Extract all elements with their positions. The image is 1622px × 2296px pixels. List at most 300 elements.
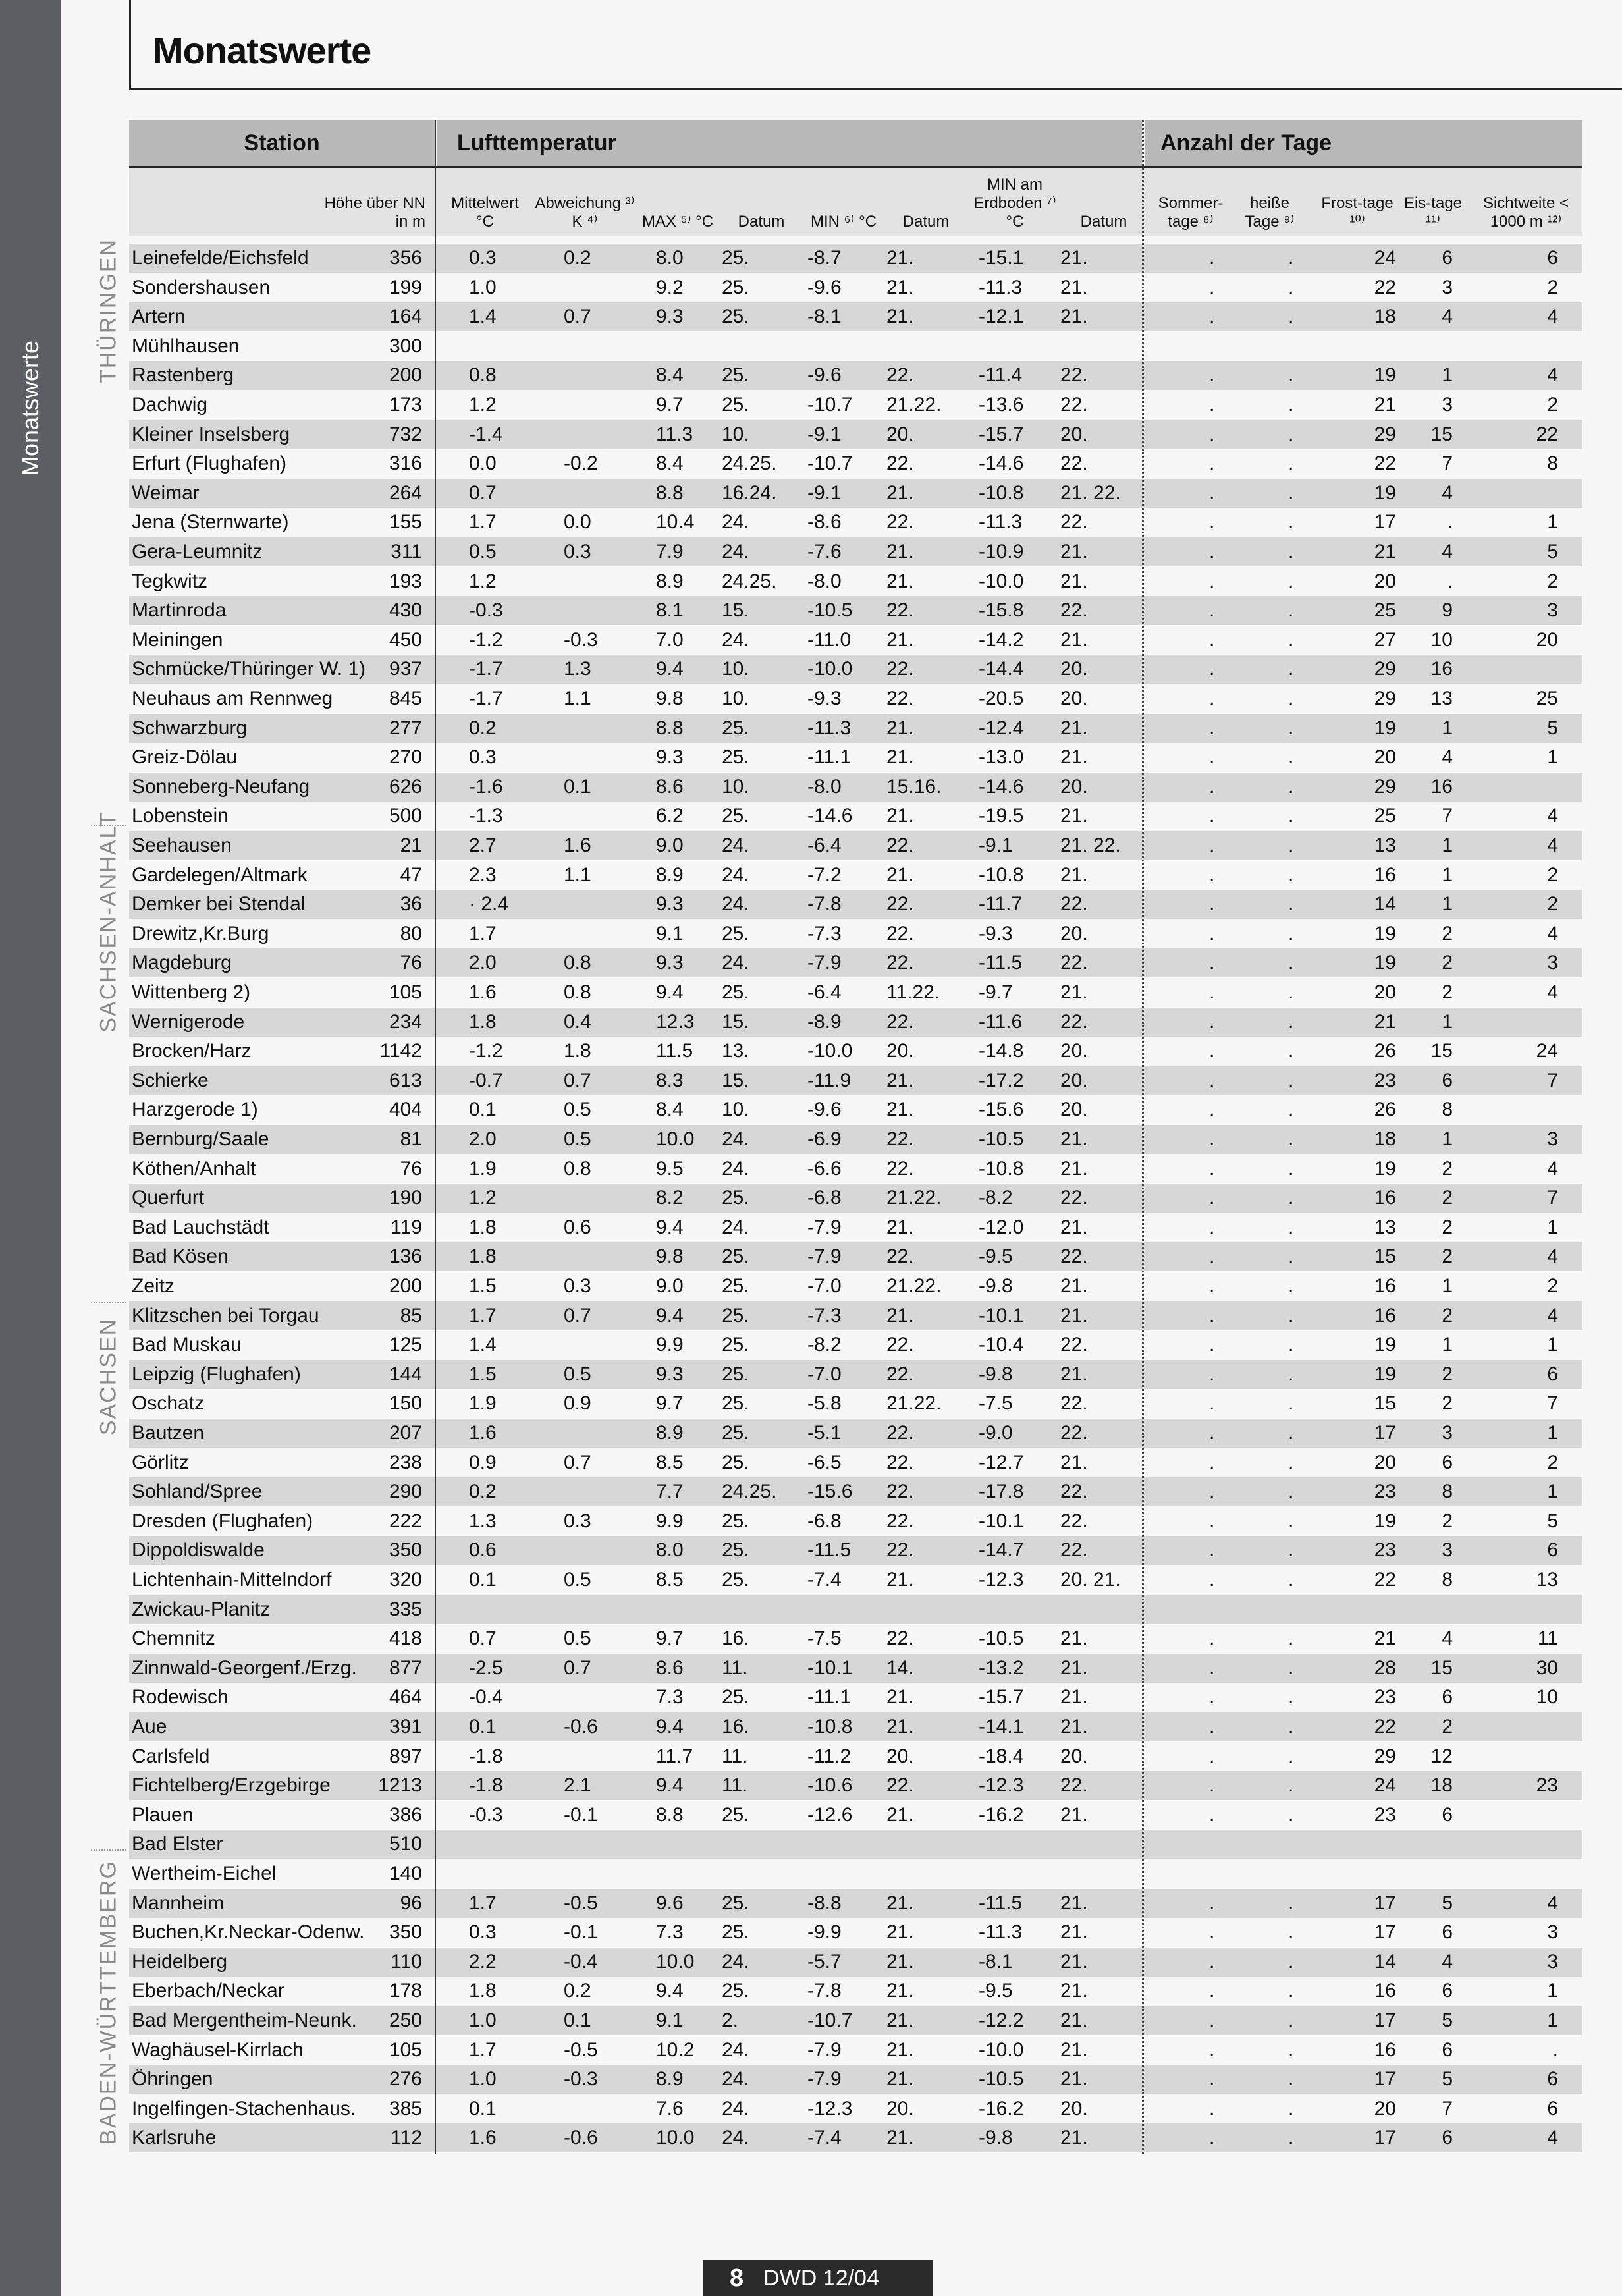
cell-eistage: 18 [1430,1774,1453,1797]
divider-station [435,120,436,2154]
cell-sichtweite: 3 [1547,1950,1558,1973]
table-row [129,567,1582,596]
cell-frosttage: 18 [1374,306,1396,328]
cell-min: -9.9 [807,1921,842,1944]
cell-datum-max: 25. [722,1569,749,1591]
cell-min: -11.5 [807,1539,852,1562]
cell-max: 7.9 [656,541,684,562]
cell-frosttage: 26 [1374,1040,1396,1062]
cell-frosttage: 17 [1374,1921,1396,1944]
cell-max: 8.1 [656,599,684,622]
cell-station-name: Bad Kösen [132,1245,229,1268]
cell-sommertage [1209,1830,1222,1859]
cell-max: 8.9 [656,570,684,592]
cell-min: -5.7 [807,1950,842,1973]
cell-abweichung: 0.2 [564,1980,591,2002]
cell-max: 7.0 [656,628,684,651]
cell-sommertage [1209,1859,1222,1888]
cell-hoehe: 356 [389,247,422,269]
cell-eistage: 1 [1442,1128,1453,1150]
cell-heisse-tage: . [1288,452,1294,475]
cell-datum-min [886,1595,959,1624]
cell-mittelwert: 0.5 [469,541,497,562]
cell-sichtweite [1519,332,1558,361]
cell-sichtweite [1519,1742,1558,1771]
cell-station-name: Querfurt [132,1187,205,1209]
cell-abweichung [564,1742,623,1771]
cell-mittelwert: -1.7 [469,688,503,709]
cell-hoehe: 350 [389,1921,422,1944]
cell-datum-min: 21. [886,2038,914,2061]
cell-abweichung: 0.3 [564,541,591,562]
cell-mittelwert: 0.0 [469,452,497,475]
cell-station-name: Brocken/Harz [132,1040,252,1062]
cell-max: 10.0 [656,2127,695,2149]
cell-heisse-tage: . [1288,1745,1294,1767]
cell-max: 9.1 [656,2009,684,2031]
cell-min: -10.0 [807,658,853,680]
cell-hoehe: 897 [389,1745,422,1767]
cell-sommertage: . [1209,1481,1215,1503]
cell-mittelwert: · 2.4 [469,893,509,916]
cell-datum-max: 24. [722,2127,749,2149]
cell-abweichung: 1.1 [564,688,591,709]
cell-min-erdboden: -9.7 [979,981,1013,1003]
cell-datum-erd: 21. [1060,1216,1088,1238]
cell-sommertage: . [1209,1716,1215,1737]
cell-hoehe: 300 [389,335,422,357]
cell-max: 9.4 [656,1980,684,2002]
cell-sichtweite [1519,479,1558,508]
cell-datum-min: 22. [886,1774,914,1797]
header-station [129,120,435,166]
cell-eistage: 16 [1430,658,1453,680]
cell-datum-min: 21. [886,1569,914,1591]
cell-max: 7.3 [656,1921,684,1944]
cell-station-name: Zeitz [132,1275,175,1297]
cell-datum-erd: 21. [1060,1627,1088,1650]
cell-datum-max: 11. [722,1745,748,1767]
cell-sommertage: . [1209,863,1215,886]
cell-heisse-tage: . [1288,364,1294,387]
cell-abweichung [564,1536,623,1565]
cell-datum-erd: 20. [1060,658,1088,680]
cell-datum-max: 15. [722,1010,749,1033]
cell-min [807,1859,880,1888]
cell-mittelwert: 0.1 [469,2097,497,2119]
table-row [129,1771,1582,1800]
table-row [129,1037,1582,1066]
cell-hoehe: 626 [389,775,422,798]
cell-datum-max: 16.24. [722,481,777,504]
cell-sichtweite: 4 [1547,834,1558,856]
cell-heisse-tage: . [1288,1510,1294,1532]
table-row [129,1859,1582,1888]
cell-eistage: 2 [1442,1187,1453,1209]
cell-heisse-tage: . [1288,805,1294,827]
cell-datum-max: 10. [722,775,749,798]
region-label-thueringen: THÜRINGEN [95,238,121,384]
cell-datum-max [722,332,801,361]
table-row [129,1830,1582,1859]
cell-max [656,1859,709,1888]
cell-hoehe: 845 [389,688,422,709]
cell-datum-max: 25. [722,1245,749,1268]
cell-max: 11.7 [656,1745,693,1767]
cell-station-name: Martinroda [132,599,227,622]
cell-max: 9.3 [656,952,684,974]
lufttemperatur-header-label: Lufttemperatur [457,130,616,155]
table-row [129,1448,1582,1477]
table-row [129,1242,1582,1271]
cell-sichtweite: 2 [1547,893,1558,916]
cell-min-erdboden: -10.1 [979,1510,1024,1532]
cell-min-erdboden: -10.0 [979,570,1024,592]
cell-datum-max: 25. [722,247,749,269]
cell-station-name: Drewitz,Kr.Burg [132,922,269,944]
cell-mittelwert [469,1595,528,1624]
cell-datum-erd: 20. 21. [1060,1569,1121,1591]
cell-sichtweite: 1 [1547,1980,1558,2002]
cell-mittelwert: -1.6 [469,775,503,798]
cell-eistage: 2 [1442,1245,1453,1268]
cell-mittelwert: 1.8 [469,1245,497,1268]
cell-heisse-tage: . [1288,1069,1294,1091]
cell-mittelwert: 0.3 [469,247,497,269]
cell-datum-max: 11. [722,1656,748,1679]
station-header-label: Station [244,130,320,155]
cell-sommertage: . [1209,922,1215,944]
cell-eistage: 1 [1442,893,1453,916]
cell-min-erdboden: -14.8 [979,1040,1024,1062]
cell-datum-erd: 20. [1060,1069,1088,1091]
cell-max: 9.3 [656,746,684,769]
cell-min: -14.6 [807,805,853,827]
cell-min-erdboden: -12.4 [979,717,1024,739]
cell-sichtweite [1519,1801,1558,1830]
cell-datum-max: 25. [722,1422,749,1444]
cell-min: -10.8 [807,1716,853,1737]
cell-station-name: Waghäusel-Kirrlach [132,2038,304,2061]
cell-heisse-tage: . [1288,306,1294,328]
cell-abweichung: -0.1 [564,1803,598,1826]
cell-datum-min: 21. [886,481,914,504]
cell-max: 9.7 [656,1627,684,1650]
cell-datum-max: 24. [722,893,749,916]
cell-datum-min: 21. [886,805,914,827]
table-row [129,1419,1582,1448]
cell-sichtweite: 2 [1547,1275,1558,1297]
table-row [129,1889,1582,1918]
cell-datum-min: 21. [886,2009,914,2031]
cell-datum-erd: 22. [1060,1187,1088,1209]
cell-mittelwert: 0.1 [469,1716,497,1737]
cell-heisse-tage: . [1288,1627,1294,1650]
cell-frosttage: 23 [1374,1686,1396,1708]
cell-max: 9.8 [656,688,684,709]
cell-sommertage: . [1209,1128,1215,1150]
cell-hoehe: 119 [391,1216,422,1238]
cell-max: 9.4 [656,658,684,680]
cell-sommertage: . [1209,805,1215,827]
cell-station-name: Karlsruhe [132,2127,217,2149]
cell-sommertage: . [1209,1950,1215,1973]
cell-station-name: Leipzig (Flughafen) [132,1363,301,1385]
cell-datum-erd: 20. [1060,922,1088,944]
cell-sommertage: . [1209,1980,1215,2002]
cell-min: -10.1 [807,1656,853,1679]
cell-max: 8.9 [656,1422,684,1444]
cell-max: 8.4 [656,452,684,475]
cell-mittelwert [469,332,528,361]
cell-min: -8.2 [807,1334,842,1356]
cell-heisse-tage: . [1288,1980,1294,2002]
table-row [129,684,1582,713]
cell-mittelwert: 2.3 [469,863,497,886]
cell-datum-max: 24.25. [722,452,777,475]
table-row [129,1155,1582,1184]
cell-datum-erd: 21. [1060,541,1088,562]
cell-min: -9.6 [807,1099,842,1121]
cell-datum-max: 10. [722,688,749,709]
cell-min-erdboden: -9.8 [979,1275,1013,1297]
cell-sichtweite [1519,1712,1558,1741]
cell-station-name: Harzgerode 1) [132,1099,258,1121]
cell-heisse-tage: . [1288,1128,1294,1150]
region-label-sachsen: SACHSEN [95,1317,121,1436]
cell-mittelwert: 1.2 [469,1187,497,1209]
cell-mittelwert: 1.8 [469,1980,497,2002]
col-sommertage: Sommer-tage ⁸⁾ [1158,194,1224,231]
cell-min-erdboden: -15.7 [979,423,1024,445]
cell-min: -11.0 [807,628,852,651]
cell-heisse-tage: . [1288,1950,1294,1973]
cell-station-name: Rodewisch [132,1686,229,1708]
cell-datum-max: 25. [722,746,749,769]
cell-abweichung: 0.7 [564,1069,591,1091]
cell-abweichung: 0.8 [564,1157,591,1180]
cell-station-name: Jena (Sternwarte) [132,511,289,533]
cell-datum-min: 22. [886,1510,914,1532]
cell-heisse-tage: . [1288,2038,1294,2061]
cell-min-erdboden: -14.6 [979,452,1024,475]
cell-frosttage: 22 [1374,452,1396,475]
cell-max: 9.3 [656,306,684,328]
cell-min-erdboden [979,1830,1051,1859]
cell-frosttage: 19 [1374,1334,1396,1356]
cell-abweichung: 1.6 [564,834,591,856]
cell-station-name: Bad Lauchstädt [132,1216,269,1238]
cell-hoehe: 200 [389,364,422,387]
table-row [129,1742,1582,1771]
cell-datum-erd: 22. [1060,1774,1088,1797]
cell-sichtweite [1519,1595,1558,1624]
cell-abweichung: 0.7 [564,1451,591,1473]
cell-min: -8.8 [807,1892,842,1914]
table-row [129,1125,1582,1154]
cell-station-name: Buchen,Kr.Neckar-Odenw. [132,1921,365,1944]
cell-datum-max: 25. [722,1334,749,1356]
table-row [129,2123,1582,2152]
cell-mittelwert: 1.9 [469,1157,497,1180]
cell-hoehe: 76 [400,1157,422,1180]
table-row [129,1095,1582,1124]
header-anzahl [1145,120,1582,166]
cell-sichtweite [1519,1830,1558,1859]
table-row [129,479,1582,508]
cell-eistage: 3 [1442,1539,1453,1562]
cell-frosttage: 22 [1374,1569,1396,1591]
cell-eistage: 3 [1442,276,1453,298]
cell-hoehe: 36 [400,893,422,916]
cell-heisse-tage: . [1288,628,1294,651]
table-row [129,831,1582,860]
cell-frosttage: 20 [1374,2097,1396,2119]
cell-abweichung: 0.9 [564,1392,591,1415]
cell-mittelwert: -1.8 [469,1745,503,1767]
cell-abweichung [564,2094,623,2123]
cell-frosttage: 21 [1374,541,1396,562]
cell-min: -7.4 [807,1569,842,1591]
cell-hoehe: 193 [389,570,422,592]
table-row [129,1389,1582,1418]
cell-datum-max: 24. [722,1216,749,1238]
cell-station-name: Klitzschen bei Torgau [132,1304,319,1326]
cell-hoehe: 613 [389,1069,422,1091]
cell-heisse-tage [1288,332,1301,361]
cell-min-erdboden: -8.1 [979,1950,1013,1973]
cell-min-erdboden: -15.7 [979,1686,1024,1708]
cell-hoehe: 199 [389,276,422,298]
cell-abweichung: -0.6 [564,2127,598,2149]
cell-heisse-tage: . [1288,423,1294,445]
cell-station-name: Neuhaus am Rennweg [132,688,333,709]
cell-station-name: Demker bei Stendal [132,893,306,916]
cell-abweichung: 0.8 [564,952,591,974]
col-heisse-tage: heiße Tage ⁹⁾ [1245,194,1295,231]
cell-min-erdboden: -10.8 [979,863,1024,886]
cell-sommertage: . [1209,1745,1215,1767]
cell-heisse-tage: . [1288,1803,1294,1826]
cell-datum-max [722,1595,801,1624]
cell-eistage: 8 [1442,1569,1453,1591]
cell-datum-min: 21.22. [886,1392,942,1415]
cell-eistage: 6 [1442,2127,1453,2149]
cell-frosttage: 16 [1374,1980,1396,2002]
cell-datum-max [722,1830,801,1859]
cell-station-name: Plauen [132,1803,194,1826]
cell-station-name: Oschatz [132,1392,205,1415]
cell-station-name: Leinefelde/Eichsfeld [132,247,309,269]
cell-hoehe: 222 [389,1510,422,1532]
cell-hoehe: 1213 [378,1774,422,1797]
cell-min: -7.4 [807,2127,842,2149]
table-row [129,1801,1582,1830]
cell-eistage: . [1447,511,1453,533]
cell-min-erdboden: -15.8 [979,599,1024,622]
cell-min: -9.3 [807,688,842,709]
cell-hoehe: 144 [389,1363,422,1385]
cell-datum-min: 21. [886,1803,914,1826]
table-row [129,948,1582,977]
cell-station-name: Artern [132,306,186,328]
table-row [129,596,1582,625]
cell-max: 8.5 [656,1451,684,1473]
cell-datum-erd: 21. [1060,1950,1088,1973]
cell-datum-erd: 21. [1060,981,1088,1003]
cell-datum-min: 21. [886,1980,914,2002]
cell-datum-max: 24. [722,1950,749,1973]
cell-sichtweite: 1 [1547,511,1558,533]
cell-max: 8.0 [656,247,684,269]
cell-station-name: Dachwig [132,394,208,416]
cell-datum-max: 25. [722,306,749,328]
cell-datum-min: 22. [886,1422,914,1444]
cell-hoehe: 112 [391,2127,422,2149]
cell-datum-min: 22. [886,952,914,974]
cell-datum-erd: 21. [1060,1716,1088,1737]
cell-min-erdboden: -11.3 [979,276,1023,298]
table-row [129,391,1582,420]
cell-hoehe: 155 [389,511,422,533]
cell-hoehe: 500 [389,805,422,827]
cell-datum-max: 25. [722,1304,749,1326]
cell-eistage: 2 [1442,1363,1453,1385]
cell-sichtweite: 6 [1547,1363,1558,1385]
cell-station-name: Mannheim [132,1892,225,1914]
cell-sommertage: . [1209,1216,1215,1238]
cell-sommertage: . [1209,2097,1215,2119]
cell-mittelwert [469,1830,528,1859]
cell-heisse-tage: . [1288,775,1294,798]
cell-datum-erd: 22. [1060,511,1088,533]
cell-datum-min: 21. [886,1716,914,1737]
cell-sichtweite: 4 [1547,922,1558,944]
cell-hoehe: 877 [389,1656,422,1679]
cell-sommertage: . [1209,2127,1215,2149]
cell-station-name: Görlitz [132,1451,189,1473]
cell-datum-min: 22. [886,1539,914,1562]
cell-max: 9.1 [656,922,684,944]
cell-station-name: Heidelberg [132,1950,228,1973]
cell-abweichung [564,714,623,743]
cell-station-name: Wittenberg 2) [132,981,251,1003]
page-footer [703,2260,933,2296]
cell-min: -10.7 [807,452,853,475]
cell-datum-erd: 20. [1060,423,1088,445]
cell-frosttage [1357,1830,1396,1859]
cell-sommertage: . [1209,1099,1215,1121]
cell-sommertage: . [1209,1392,1215,1415]
cell-eistage: . [1447,570,1453,592]
cell-mittelwert: 1.9 [469,1392,497,1415]
cell-frosttage: 17 [1374,2068,1396,2091]
cell-frosttage: 21 [1374,1010,1396,1033]
cell-eistage: 6 [1442,1451,1453,1473]
cell-sommertage: . [1209,1040,1215,1062]
cell-min-erdboden: -16.2 [979,2097,1024,2119]
col-abweichung: Abweichung ³⁾ K ⁴⁾ [535,194,635,231]
cell-sommertage: . [1209,1656,1215,1679]
cell-min-erdboden: -12.1 [979,306,1024,328]
cell-abweichung [564,361,623,390]
cell-datum-erd: 22. [1060,1245,1088,1268]
table-row [129,2006,1582,2035]
cell-datum-erd: 21. [1060,2068,1088,2091]
cell-mittelwert: 1.7 [469,1304,497,1326]
cell-heisse-tage: . [1288,2097,1294,2119]
cell-frosttage: 21 [1374,394,1396,416]
